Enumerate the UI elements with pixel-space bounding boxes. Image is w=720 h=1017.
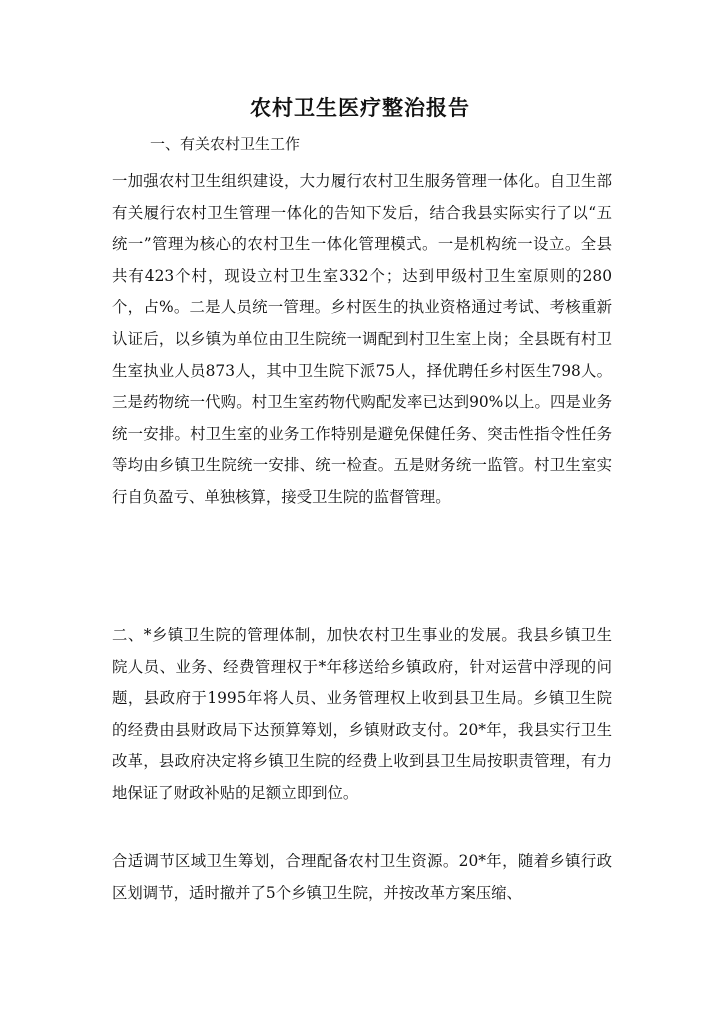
paragraph-2: 二、*乡镇卫生院的管理体制，加快农村卫生事业的发展。我县乡镇卫生院人员、业务、经费管理权于*年移送给乡镇政府，针对运营中浮现的问题，县政府于1995年将人员、业务管理权上收到县卫生局。乡镇卫生院的经费由县财政局下达预算筹划，乡镇财政支付。20*年，我县实行卫生改革，县政府决定将乡镇卫生院的经费上收到县卫生局按职责管理，有力地保证了财政补贴的足额立即到位。	[112, 626, 612, 802]
section-heading: 一、有关农村卫生工作	[150, 135, 301, 153]
paragraph-3: 合适调节区域卫生筹划，合理配备农村卫生资源。20*年，随着乡镇行政区划调节，适时撤并了5个乡镇卫生院，并按改革方案压缩、	[112, 852, 612, 902]
document-title: 农村卫生医疗整治报告	[250, 95, 470, 120]
paragraph-1: 一加强农村卫生组织建设，大力履行农村卫生服务管理一体化。自卫生部有关履行农村卫生管理一体化的告知下发后，结合我县实际实行了以“五统一”管理为核心的农村卫生一体化管理模式。一是机构统一设立。全县共有423个村，现设立村卫生室332个；达到甲级村卫生室原则的280个，占%。二是人员统一管理。乡村医生的执业资格通过考试、考核重新认证后，以乡镇为单位由卫生院统一调配到村卫生室上岗；全县既有村卫生室执业人员873人，其中卫生院下派75人，择优聘任乡村医生798人。三是药物统一代购。村卫生室药物代购配发率已达到90%以上。四是业务统一安排。村卫生室的业务工作特别是避免保健任务、突击性指令性任务等均由乡镇卫生院统一安排、统一检查。五是财务统一监管。村卫生室实行自负盈亏、单独核算，接受卫生院的监督管理。	[112, 172, 612, 506]
